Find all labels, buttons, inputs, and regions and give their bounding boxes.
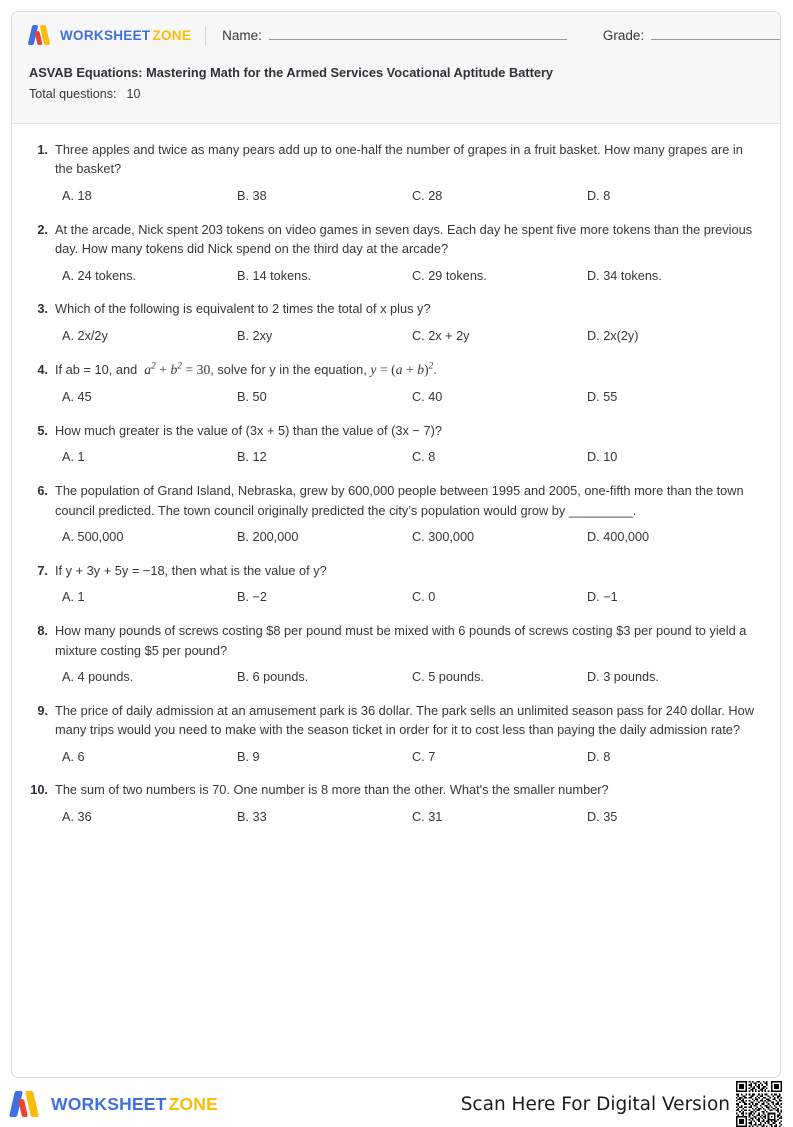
answer-choice[interactable]: A. 500,000 (62, 530, 124, 545)
question-item (29, 701, 762, 767)
logo-word-zone: ZONE (168, 1093, 218, 1114)
choice-row (62, 449, 762, 467)
question-text: If y + 3y + 5y = −18, then what is the value of y? (55, 562, 327, 578)
answer-choice[interactable]: D. 3 pounds. (587, 669, 659, 684)
answer-choice[interactable]: C. 5 pounds. (412, 669, 484, 684)
answer-choice[interactable]: B. 9 (237, 749, 260, 764)
page-footer (0, 1086, 793, 1122)
header-logo (29, 25, 191, 45)
question-number: 8. (37, 623, 48, 639)
answer-choice[interactable]: B. 12 (237, 450, 267, 465)
logo-word-zone: ZONE (152, 27, 192, 43)
question-line (29, 481, 762, 520)
question-number: 1. (37, 142, 48, 157)
answer-choice[interactable]: B. 50 (237, 390, 267, 405)
questions-list (12, 124, 780, 827)
question-text: How much greater is the value of (3x + 5) than the value of (3x − 7)? (55, 422, 442, 438)
answer-choice[interactable]: C. 28 (412, 188, 443, 203)
question-item (29, 561, 762, 607)
title-block (12, 58, 780, 103)
question-item (29, 140, 762, 206)
question-number: 10. (30, 782, 48, 798)
grade-label: Grade: (602, 27, 645, 43)
answer-choice[interactable]: C. 29 tokens. (412, 268, 487, 283)
name-label: Name: (222, 27, 262, 43)
question-line (29, 140, 762, 179)
answer-choice[interactable]: D. 35 (587, 809, 618, 824)
choice-row (62, 389, 762, 407)
choice-row (62, 809, 762, 827)
answer-choice[interactable]: B. 33 (237, 809, 267, 824)
total-questions (29, 85, 762, 103)
scan-label: Scan Here For Digital Version (460, 1093, 730, 1115)
question-line (29, 360, 762, 381)
question-text: The population of Grand Island, Nebraska, grew by 600,000 people between 1995 and 2005, one-fifth more than the town council predicted. The town council originally predicted the city’s population would grow by _________. (55, 483, 744, 518)
question-line (29, 780, 762, 799)
question-number: 6. (37, 483, 48, 499)
question-number: 7. (37, 562, 48, 578)
choice-row (62, 589, 762, 607)
answer-choice[interactable]: B. 200,000 (237, 530, 299, 545)
worksheet-card (11, 11, 781, 1078)
worksheet-zone-logo-icon (11, 1091, 42, 1117)
choice-row (62, 188, 762, 206)
answer-choice[interactable]: A. 1 (62, 450, 85, 465)
question-item (29, 780, 762, 826)
logo-word-worksheet: WORKSHEET (51, 1093, 167, 1114)
name-input-rule[interactable] (269, 28, 567, 40)
question-line (29, 421, 762, 440)
answer-choice[interactable]: A. 2x/2y (62, 328, 108, 343)
question-number: 4. (37, 361, 48, 377)
choice-row (62, 669, 762, 687)
answer-choice[interactable]: A. 4 pounds. (62, 669, 134, 684)
answer-choice[interactable]: A. 36 (62, 809, 92, 824)
answer-choice[interactable]: C. 8 (412, 450, 436, 465)
answer-choice[interactable]: B. 38 (237, 188, 267, 203)
answer-choice[interactable]: B. 6 pounds. (237, 669, 309, 684)
choice-row (62, 268, 762, 286)
grade-field[interactable] (603, 28, 781, 43)
question-text: How many pounds of screws costing $8 per pound must be mixed with 6 pounds of screws costing $3 per pound to yield a mixture costing $5 per pound? (55, 623, 747, 658)
answer-choice[interactable]: D. 34 tokens. (587, 268, 662, 283)
header-divider (205, 26, 206, 45)
answer-choice[interactable]: C. 300,000 (412, 530, 475, 545)
question-line (29, 220, 762, 259)
question-line (29, 299, 762, 318)
question-number: 5. (37, 422, 48, 438)
answer-choice[interactable]: C. 7 (412, 749, 436, 764)
question-text: The price of daily admission at an amusement park is 36 dollar. The park sells an unlimited season pass for 240 dollar. How many trips would you need to make with the season ticket in order for it to cost less than paying the daily admission rate? (55, 702, 754, 738)
question-item (29, 360, 762, 407)
name-field[interactable] (222, 28, 567, 43)
grade-input-rule[interactable] (651, 28, 781, 40)
answer-choice[interactable]: D. 55 (587, 390, 618, 405)
question-text: If ab = 10, and $a^2 + b^2 = 30$, solve for y in the equation, $y = (a + b)^2$. (55, 360, 437, 377)
footer-logo-text (51, 1094, 218, 1115)
question-item (29, 421, 762, 467)
answer-choice[interactable]: D. 400,000 (587, 530, 650, 545)
answer-choice[interactable]: A. 6 (62, 749, 85, 764)
qr-code-icon[interactable] (736, 1081, 782, 1127)
total-questions-value: 10 (126, 86, 141, 101)
scan-block[interactable] (461, 1081, 782, 1127)
answer-choice[interactable]: B. 2xy (237, 328, 273, 343)
answer-choice[interactable]: C. 40 (412, 390, 443, 405)
worksheet-header (12, 12, 780, 124)
answer-choice[interactable]: C. 0 (412, 590, 436, 605)
answer-choice[interactable]: B. −2 (237, 590, 267, 605)
question-text: Which of the following is equivalent to 2 times the total of x plus y? (55, 301, 431, 317)
choice-row (62, 328, 762, 346)
identity-row (12, 12, 780, 58)
question-text: Three apples and twice as many pears add up to one-half the number of grapes in a fruit basket. How many grapes are in the basket? (55, 142, 743, 177)
question-item (29, 299, 762, 345)
answer-choice[interactable]: D. 2x(2y) (587, 328, 639, 343)
answer-choice[interactable]: D. 10 (587, 450, 618, 465)
answer-choice[interactable]: C. 2x + 2y (412, 328, 470, 343)
answer-choice[interactable]: C. 31 (412, 809, 443, 824)
answer-choice[interactable]: A. 45 (62, 390, 92, 405)
question-number: 2. (37, 221, 48, 237)
logo-word-worksheet: WORKSHEET (60, 27, 151, 43)
header-logo-text (60, 28, 191, 43)
answer-choice[interactable]: A. 18 (62, 188, 92, 203)
worksheet-zone-logo-icon (29, 25, 53, 45)
answer-choice[interactable]: D. 8 (587, 749, 611, 764)
choice-row (62, 749, 762, 767)
footer-logo (11, 1091, 218, 1117)
worksheet-title: ASVAB Equations: Mastering Math for the Armed Services Vocational Aptitude Battery (29, 65, 554, 80)
answer-choice[interactable]: A. 24 tokens. (62, 268, 137, 283)
answer-choice[interactable]: A. 1 (62, 590, 85, 605)
question-item (29, 481, 762, 547)
question-line (29, 561, 762, 580)
choice-row (62, 529, 762, 547)
answer-choice[interactable]: D. −1 (587, 590, 618, 605)
question-number: 3. (37, 301, 48, 317)
answer-choice[interactable]: D. 8 (587, 188, 611, 203)
answer-choice[interactable]: B. 14 tokens. (237, 268, 312, 283)
question-text: At the arcade, Nick spent 203 tokens on video games in seven days. Each day he spent five more tokens than the previous day. How many tokens did Nick spend on the third day at the arcade? (55, 221, 753, 257)
question-item (29, 220, 762, 286)
question-number: 9. (37, 702, 48, 718)
question-line (29, 621, 762, 660)
question-line (29, 701, 762, 740)
question-item (29, 621, 762, 687)
question-text: The sum of two numbers is 70. One number is 8 more than the other. What's the smaller number? (55, 782, 609, 798)
total-questions-label: Total questions: (29, 86, 117, 101)
